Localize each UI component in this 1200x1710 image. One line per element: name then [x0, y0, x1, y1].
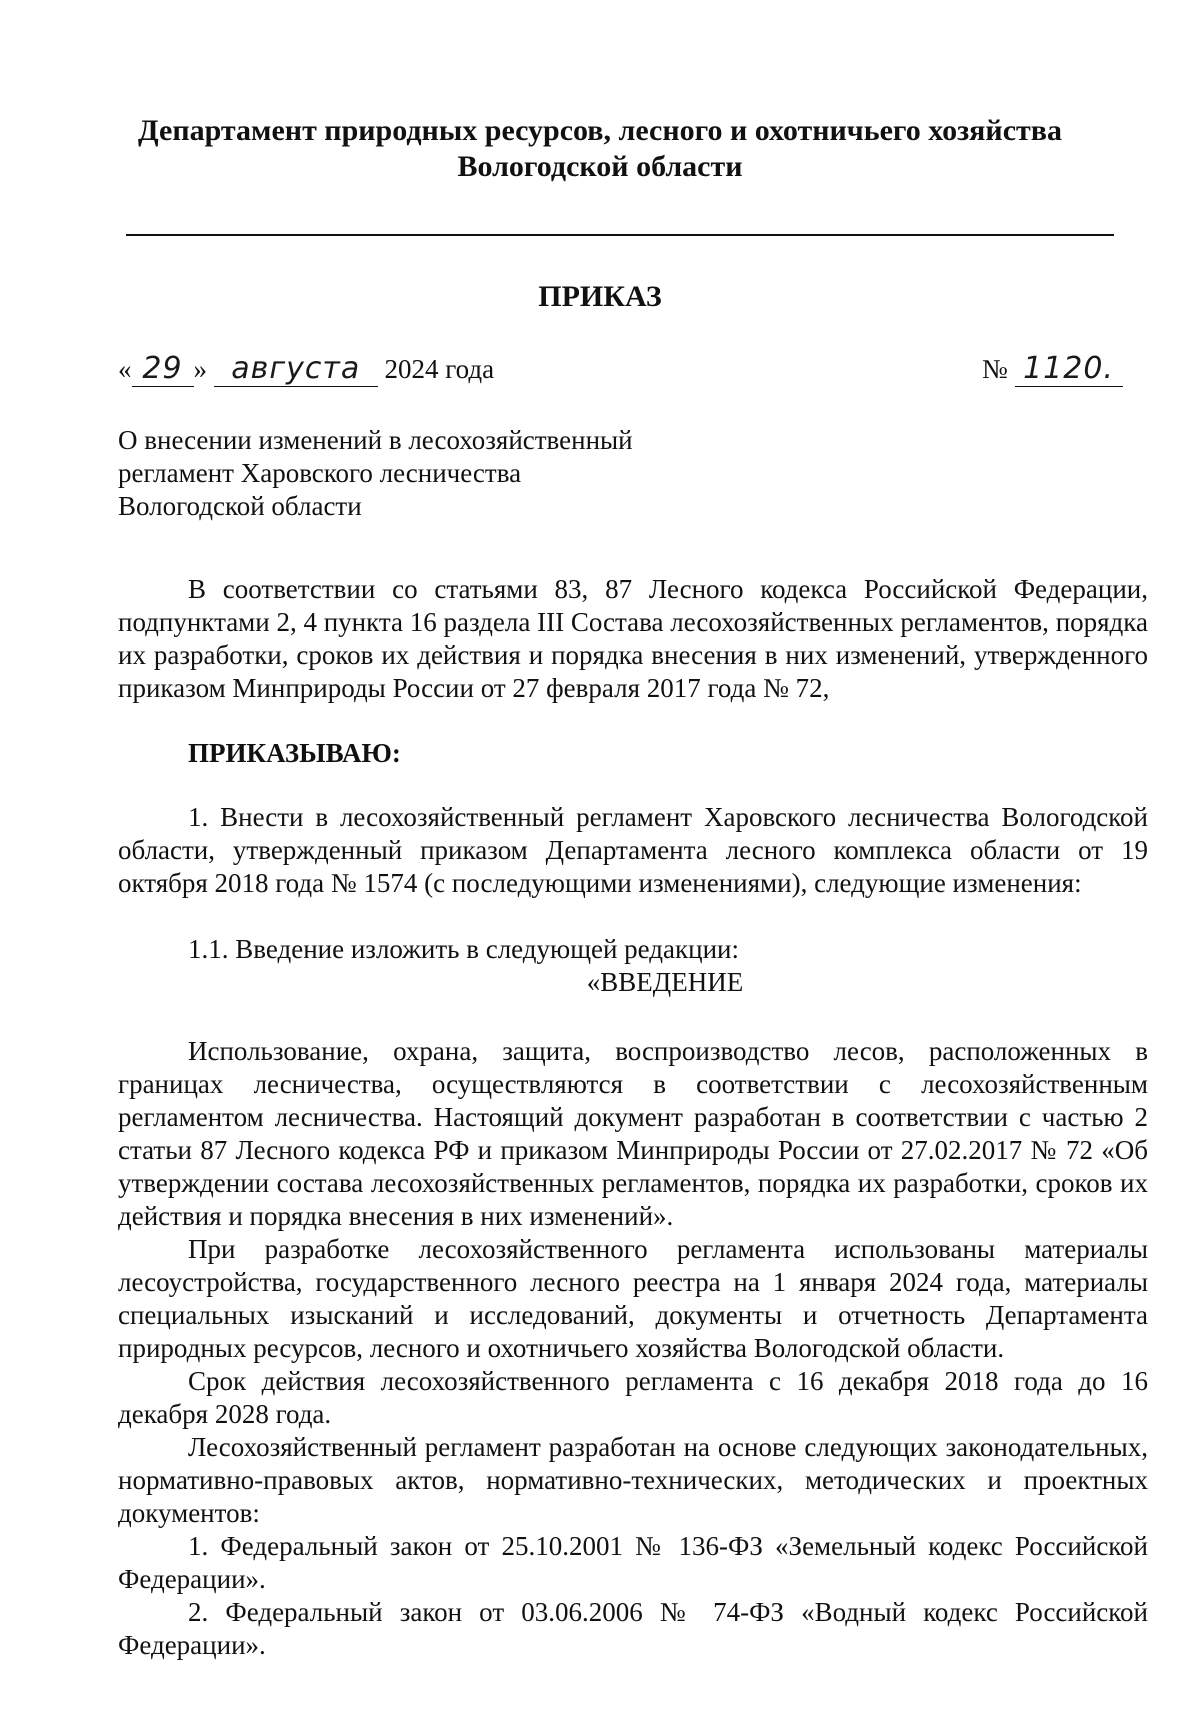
- list-item: 2. Федеральный закон от 03.06.2006 № 74-ФЗ «Водный кодекс Российской Федерации».: [118, 1597, 1148, 1660]
- date-day: 29: [132, 354, 194, 387]
- department-name-line1: Департамент природных ресурсов, лесного и охотничьего хозяйства: [138, 114, 1062, 147]
- date-quote-close: »: [193, 354, 207, 384]
- item-1-1: 1.1. Введение изложить в следующей редакции:: [188, 934, 739, 964]
- intro-paragraph: Лесохозяйственный регламент разработан на основе следующих законодательных, нормативно-правовых актов, нормативно-технических, методических и проектных документов:: [118, 1432, 1148, 1528]
- item-1: 1. Внести в лесохозяйственный регламент Харовского лесничества Вологодской области, утвержденный приказом Департамента лесного комплекса области от 19 октября 2018 года № 1574 (с последующими изменениями), следующие изменения:: [118, 802, 1148, 898]
- preamble: В соответствии со статьями 83, 87 Лесного кодекса Российской Федерации, подпунктами 2, 4 пункта 16 раздела III Состава лесохозяйственных регламентов, порядка их разработки, сроков их действия и порядка внесения в них изменений, утвержденного приказом Минприроды России от 27 февраля 2017 года № 72,: [118, 574, 1148, 703]
- number-value: 1120.: [1015, 354, 1123, 387]
- intro-paragraph: Срок действия лесохозяйственного регламента с 16 декабря 2018 года до 16 декабря 2028 года.: [118, 1366, 1148, 1429]
- date-year: 2024 года: [384, 354, 495, 384]
- document-title: ПРИКАЗ: [538, 280, 662, 313]
- order-date: [118, 352, 494, 387]
- order-subject: [118, 424, 633, 523]
- department-name-line2: Вологодской области: [457, 150, 743, 183]
- list-item: 1. Федеральный закон от 25.10.2001 № 136-ФЗ «Земельный кодекс Российской Федерации».: [118, 1531, 1148, 1594]
- date-quote-open: «: [118, 354, 132, 384]
- number-sign: №: [982, 354, 1008, 384]
- intro-heading: «ВВЕДЕНИЕ: [586, 967, 744, 997]
- subject-line: регламент Харовского лесничества: [118, 458, 522, 488]
- subject-line: О внесении изменений в лесохозяйственный: [118, 425, 633, 455]
- date-month: августа: [214, 354, 378, 387]
- header-divider: [126, 234, 1114, 236]
- decree-word: ПРИКАЗЫВАЮ:: [188, 738, 401, 768]
- intro-paragraph: Использование, охрана, защита, воспроизводство лесов, расположенных в границах лесничества, осуществляются в соответствии с лесохозяйственным регламентом лесничества. Настоящий документ разработан в соответствии с частью 2 статьи 87 Лесного кодекса РФ и приказом Минприроды России от 27.02.2017 № 72 «Об утверждении состава лесохозяйственных регламентов, порядка их разработки, сроков их действия и порядка внесения в них изменений».: [118, 1036, 1148, 1231]
- intro-paragraph: При разработке лесохозяйственного регламента использованы материалы лесоустройства, государственного лесного реестра на 1 января 2024 года, материалы специальных изысканий и исследований, документы и отчетность Департамента природных ресурсов, лесного и охотничьего хозяйства Вологодской области.: [118, 1234, 1148, 1363]
- subject-line: Вологодской области: [118, 491, 362, 521]
- order-number: [982, 352, 1123, 387]
